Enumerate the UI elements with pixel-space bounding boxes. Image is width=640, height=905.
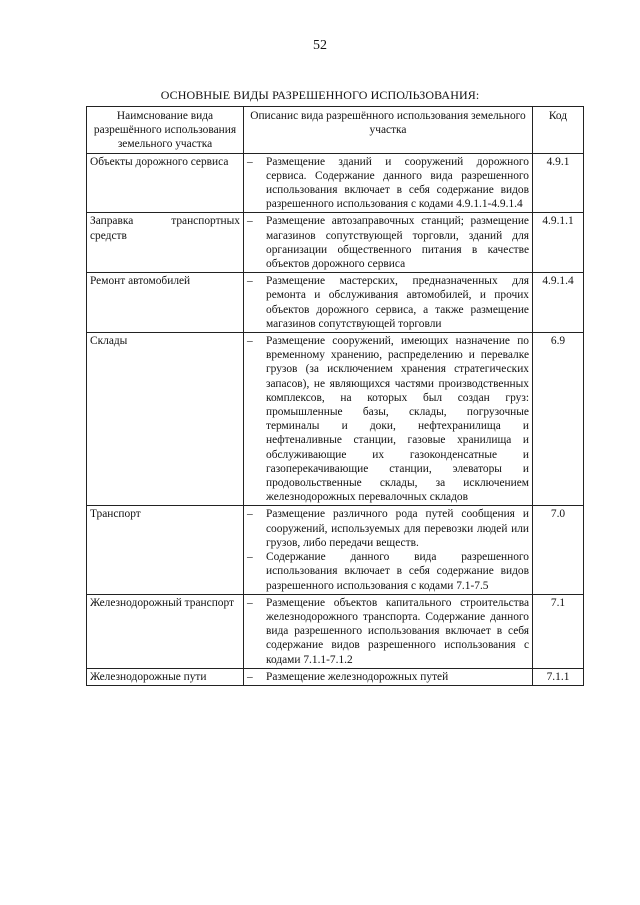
use-description-cell bbox=[244, 213, 533, 273]
use-description-cell bbox=[244, 153, 533, 213]
page-number: 52 bbox=[313, 38, 327, 53]
use-code-cell: 7.1 bbox=[533, 594, 584, 668]
description-bullet bbox=[247, 550, 529, 593]
bullet-dash: – bbox=[247, 551, 253, 564]
use-description-cell bbox=[244, 668, 533, 685]
column-header-code: Код bbox=[533, 107, 584, 154]
bullet-text: Размещение зданий и сооружений дорожного сервиса. Содержание данного вида разрешенного использования включает в себя содержание видов разрешенного использования с кодами 4.9.1.1-4.9.1.4 bbox=[266, 155, 529, 211]
bullet-text: Размещение мастерских, предназначенных для ремонта и обслуживания автомобилей, и прочих объектов дорожного сервиса, а также размещение магазинов сопутствующей торговли bbox=[266, 275, 529, 330]
table-row bbox=[87, 594, 584, 668]
use-name-cell: Заправка транспортных средств bbox=[87, 213, 244, 273]
bullet-text: Содержание данного вида разрешенного использования включает в себя содержание видов разрешенного использования с кодами 7.1-7.5 bbox=[266, 551, 529, 592]
use-name-cell: Железнодорожный транспорт bbox=[87, 594, 244, 668]
bullet-text: Размещение сооружений, имеющих назначение по временному хранению, распределению и перевалке грузов (за исключением хранения стратегических запасов), не являющихся частями производственных комплексов, на которых был создан груз: промышленные базы, склады, погрузочные терминалы и доки, нефтехранилища и нефтеналивные станции, газовые хранилища и обслуживающие их газоконденсатные и газоперекачивающие станции, элеваторы и продовольственные склады, за исключением железнодорожных перевалочных складов bbox=[266, 335, 529, 504]
use-code-cell: 4.9.1.4 bbox=[533, 273, 584, 333]
table-row bbox=[87, 273, 584, 333]
bullet-dash: – bbox=[247, 670, 253, 683]
table-header-row bbox=[87, 107, 584, 154]
description-bullet bbox=[247, 334, 529, 504]
bullet-dash: – bbox=[247, 508, 253, 521]
table-row bbox=[87, 153, 584, 213]
table-row bbox=[87, 668, 584, 685]
description-bullet bbox=[247, 507, 529, 550]
use-code-cell: 4.9.1.1 bbox=[533, 213, 584, 273]
bullet-dash: – bbox=[247, 335, 253, 348]
use-name-cell: Ремонт автомобилей bbox=[87, 273, 244, 333]
column-header-name: Наимснование вида разрешённого использования земельного участка bbox=[87, 107, 244, 154]
use-code-cell: 7.1.1 bbox=[533, 668, 584, 685]
bullet-text: Размещение железнодорожных путей bbox=[266, 670, 449, 683]
bullet-text: Размещение автозаправочных станций; размещение магазинов сопутствующей торговли, зданий для организации общественного питания в качестве объектов дорожного сервиса bbox=[266, 215, 529, 271]
description-bullet bbox=[247, 274, 529, 331]
bullet-text: Размещение объектов капитального строительства железнодорожного транспорта. Содержание данного вида разрешенного использования включает в себя содержание видов разрешенного использования с кодами 7.1.1-7.1.2 bbox=[266, 596, 529, 666]
bullet-dash: – bbox=[247, 596, 253, 609]
use-description-cell bbox=[244, 594, 533, 668]
use-code-cell: 6.9 bbox=[533, 333, 584, 506]
table-row bbox=[87, 333, 584, 506]
description-bullet bbox=[247, 596, 529, 667]
permitted-use-table bbox=[86, 106, 584, 686]
use-name-cell: Транспорт bbox=[87, 506, 244, 594]
use-code-cell: 4.9.1 bbox=[533, 153, 584, 213]
use-description-cell bbox=[244, 333, 533, 506]
use-description-cell bbox=[244, 273, 533, 333]
table-body bbox=[87, 153, 584, 685]
bullet-dash: – bbox=[247, 155, 253, 168]
use-description-cell bbox=[244, 506, 533, 594]
table-row bbox=[87, 213, 584, 273]
column-header-description: Описанис вида разрешённого использования земельного участка bbox=[244, 107, 533, 154]
use-code-cell: 7.0 bbox=[533, 506, 584, 594]
bullet-dash: – bbox=[247, 215, 253, 228]
use-name-cell: Склады bbox=[87, 333, 244, 506]
bullet-text: Размещение различного рода путей сообщения и сооружений, используемых для перевозки людей или грузов, либо передачи веществ. bbox=[266, 508, 529, 549]
description-bullet bbox=[247, 670, 529, 684]
description-bullet bbox=[247, 155, 529, 212]
use-name-cell: Объекты дорожного сервиса bbox=[87, 153, 244, 213]
document-title: ОСНОВНЫЕ ВИДЫ РАЗРЕШЕННОГО ИСПОЛЬЗОВАНИЯ: bbox=[160, 88, 480, 102]
description-bullet bbox=[247, 214, 529, 271]
table-row bbox=[87, 506, 584, 594]
bullet-dash: – bbox=[247, 275, 253, 288]
use-name-cell: Железнодорожные пути bbox=[87, 668, 244, 685]
